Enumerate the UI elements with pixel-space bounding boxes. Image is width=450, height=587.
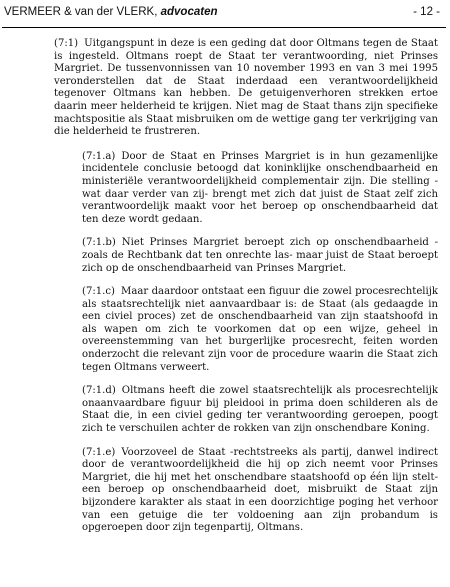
paragraph-7-1 [54,38,438,139]
paragraph-number: (7:1.e) [82,446,116,458]
paragraph-7-1-e [82,447,438,535]
paragraph-7-1-c [82,286,438,374]
paragraph-number: (7:1.d) [82,385,116,397]
paragraph-number: (7:1) [54,38,79,49]
paragraph-text: Uitgangspunt in deze is een geding dat door Oltmans tegen de Staat is ingesteld. Oltmans roept de Staat ter verantwoording, niet Prinses Margriet. De tussenvonnissen van 10 november 1993 en van 3 mei 1995 veronderstellen dat de Staat inderdaad een verantwoordelijkheid tegenover Oltmans kan hebben. De getuigenverhoren strekken ertoe daarin meer helderheid te krijgen. Niet mag de Staat thans zijn specifieke machtspositie als Staat misbruiken om de wettige gang ter verkrijging van die helderheid te frustreren. [54,38,438,138]
paragraph-text: Oltmans heeft die zowel staatsrechtelijk als procesrechtelijk onaanvaardbare figuur bij pleidooi in prima doen schilderen als de Staat die, in een civiel geding ter verantwoording geroepen, poogt zich te verschuilen achter de rokken van zijn onschendbare Koning. [82,385,438,435]
page-number: - 12 - [413,6,440,18]
page-header [4,6,444,24]
header-rule [2,27,446,28]
firm-name-text: VERMEER & van der VLERK, [4,6,158,18]
firm-name [4,6,218,18]
paragraph-text: Voorzoveel de Staat -rechtstreeks als partij, danwel indirect door de verantwoordelijkheid die hij op zich neemt voor Prinses Margriet, die hij met het onschendbare staatshoofd op één lijn stelt- een beroep op onschendbaarheid doet, misbruikt de Staat zijn bijzondere karakter als staat in een doorzichtige poging het verhoor van een getuige die ter voldoening aan zijn probandum is opgeroepen door zijn tegenpartij, Oltmans. [82,446,438,534]
paragraph-text: Niet Prinses Margriet beroept zich op onschendbaarheid -zoals de Rechtbank dat ten onrechte las- maar juist de Staat beroept zich op de onschendbaarheid van Prinses Margriet. [82,237,438,274]
paragraph-text: Maar daardoor ontstaat een figuur die zowel procesrechtelijk als staatsrechtelijk niet aanvaardbaar is: de Staat (als gedaagde in een civiel proces) zet de onschendbaarheid van zijn staatshoofd in als wapen om zich te voorkomen dat op een wijze, geheel in overeenstemming van het burgerlijke procesrecht, feiten worden onderzocht die relevant zijn voor de procedure waarin die Staat zich tegen Oltmans verweert. [82,286,438,373]
paragraph-text: Door de Staat en Prinses Margriet is in hun gezamenlijke incidentele conclusie betoogd dat koninklijke onschendbaarheid en ministeriële verantwoordelijkheid complementair zijn. Die stelling -wat daar verder van zij- brengt met zich dat juist de Staat zelf zich verantwoordelijk maakt voor het beroep op onschendbaarheid dat ten deze wordt gedaan. [82,150,438,225]
document-body [54,38,438,546]
paragraph-number: (7:1.c) [82,286,115,298]
paragraph-7-1-d [82,385,438,435]
paragraph-number: (7:1.a) [82,150,116,162]
paragraph-7-1-a [82,151,438,227]
firm-name-italic: advocaten [160,6,218,18]
paragraph-7-1-b [82,237,438,275]
paragraph-number: (7:1.b) [82,237,116,249]
